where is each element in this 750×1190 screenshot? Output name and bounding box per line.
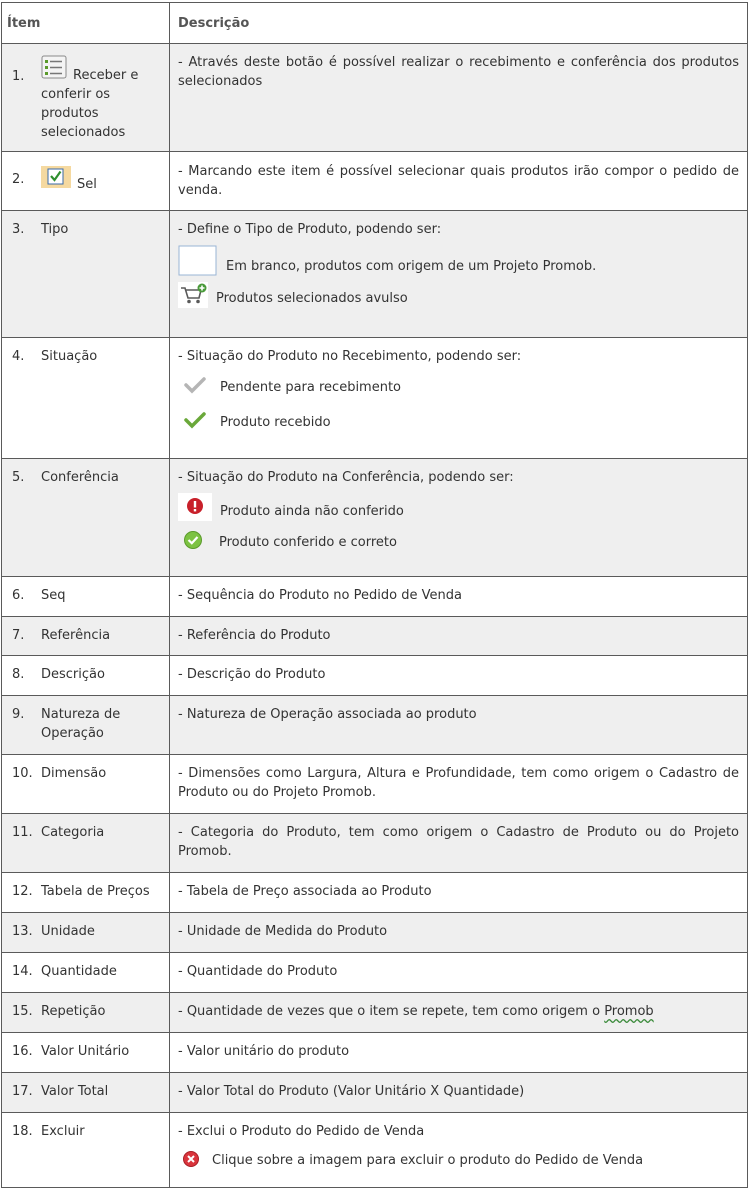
table-row	[2, 814, 748, 873]
table-row	[2, 577, 748, 617]
header-descricao: Descrição	[170, 3, 748, 44]
item-label: Unidade	[41, 924, 95, 939]
option-text: Clique sobre a imagem para excluir o produto do Pedido de Venda	[212, 1153, 644, 1168]
item-label: Sel	[77, 177, 97, 192]
header-row	[2, 3, 748, 44]
item-number: 13.	[12, 924, 33, 939]
item-label: Tabela de Preços	[41, 884, 150, 899]
table-row	[2, 152, 748, 211]
item-number: 6.	[12, 588, 25, 603]
table-row	[2, 617, 748, 656]
item-description: - Natureza de Operação associada ao produto	[178, 707, 477, 722]
item-description: - Quantidade de vezes que o item se repete, tem como origem o	[178, 1004, 605, 1019]
item-label: Categoria	[41, 825, 105, 840]
item-number: 16.	[12, 1044, 33, 1059]
item-number: 1.	[12, 69, 25, 84]
option-row	[178, 407, 739, 432]
item-number: 18.	[12, 1124, 33, 1139]
item-label: Quantidade	[41, 964, 117, 979]
red-x-icon[interactable]	[182, 1150, 200, 1168]
table-row	[2, 1113, 748, 1188]
item-label: Valor Unitário	[41, 1044, 130, 1059]
promob-word: Promob	[604, 1004, 654, 1019]
table-row	[2, 44, 748, 152]
checkbox-checked-icon[interactable]	[41, 166, 71, 194]
option-text: Produto ainda não conferido	[220, 503, 404, 519]
option-text: Produto recebido	[220, 415, 331, 430]
option-row	[178, 245, 739, 277]
item-label: Valor Total	[41, 1084, 109, 1099]
item-description: - Referência do Produto	[178, 628, 331, 643]
item-number: 5.	[12, 470, 25, 485]
item-number: 12.	[12, 884, 33, 899]
item-description: - Categoria do Produto, tem como origem o Cadastro de Produto ou do Projeto Promob.	[178, 825, 739, 859]
option-row	[178, 527, 739, 552]
fields-table	[1, 2, 748, 1188]
option-text: Produtos selecionados avulso	[216, 291, 408, 306]
item-description: - Valor Total do Produto (Valor Unitário X Quantidade)	[178, 1084, 525, 1099]
item-description: - Exclui o Produto do Pedido de Venda	[178, 1124, 425, 1139]
item-label: Receber e conferir os produtos selecionados	[41, 68, 139, 140]
table-row	[2, 913, 748, 953]
option-row	[178, 281, 739, 308]
option-text: Produto conferido e correto	[219, 535, 397, 550]
table-row	[2, 953, 748, 993]
item-number: 10.	[12, 766, 33, 781]
item-label: Conferência	[41, 470, 119, 485]
green-ok-icon	[183, 530, 203, 550]
option-row	[178, 372, 739, 397]
item-label: Referência	[41, 628, 111, 643]
item-label: Repetição	[41, 1004, 106, 1019]
item-label: Seq	[41, 588, 66, 603]
item-number: 4.	[12, 349, 25, 364]
item-label: Descrição	[41, 667, 105, 682]
table-row	[2, 1033, 748, 1073]
table-row	[2, 873, 748, 913]
item-number: 9.	[12, 707, 25, 722]
table-row	[2, 211, 748, 338]
item-number: 17.	[12, 1084, 33, 1099]
cart-add-icon	[178, 282, 208, 308]
item-number: 14.	[12, 964, 33, 979]
item-description: - Unidade de Medida do Produto	[178, 924, 388, 939]
item-description: - Valor unitário do produto	[178, 1044, 350, 1059]
item-description: - Marcando este item é possível selecionar quais produtos irão compor o pedido de venda.	[178, 164, 739, 198]
item-number: 8.	[12, 667, 25, 682]
table-row	[2, 993, 748, 1033]
item-label: Dimensão	[41, 766, 107, 781]
item-label: Natureza de Operação	[41, 707, 121, 741]
gray-check-icon	[184, 376, 206, 394]
blank-box-icon	[178, 245, 218, 277]
table-row	[2, 696, 748, 755]
item-description: - Dimensões como Largura, Altura e Profundidade, tem como origem o Cadastro de Produto ou do Projeto Promob.	[178, 766, 739, 800]
table-row	[2, 459, 748, 577]
item-description: - Sequência do Produto no Pedido de Venda	[178, 588, 462, 603]
item-number: 15.	[12, 1004, 33, 1019]
item-description: - Através deste botão é possível realizar o recebimento e conferência dos produtos selecionados	[178, 55, 739, 89]
item-description: - Tabela de Preço associada ao Produto	[178, 884, 432, 899]
item-label: Tipo	[41, 222, 69, 237]
item-label: Situação	[41, 349, 98, 364]
table-row	[2, 656, 748, 696]
item-description: - Define o Tipo de Produto, podendo ser:	[178, 222, 442, 237]
table-row	[2, 755, 748, 814]
item-number: 11.	[12, 825, 33, 840]
header-item: Ítem	[2, 3, 170, 44]
option-row	[178, 493, 739, 521]
option-row	[178, 1147, 739, 1170]
checklist-icon[interactable]	[41, 55, 67, 85]
item-description: - Situação do Produto na Conferência, podendo ser:	[178, 470, 514, 485]
item-label: Excluir	[41, 1124, 85, 1139]
red-alert-icon	[178, 493, 212, 521]
table-row	[2, 338, 748, 459]
table-row	[2, 1073, 748, 1113]
item-number: 3.	[12, 222, 25, 237]
item-description: - Quantidade do Produto	[178, 964, 338, 979]
option-text: Em branco, produtos com origem de um Projeto Promob.	[226, 258, 597, 274]
item-number: 2.	[12, 172, 25, 187]
item-description: - Situação do Produto no Recebimento, podendo ser:	[178, 349, 522, 364]
green-check-icon	[184, 411, 206, 429]
option-text: Pendente para recebimento	[220, 380, 402, 395]
item-number: 7.	[12, 628, 25, 643]
item-description: - Descrição do Produto	[178, 667, 326, 682]
